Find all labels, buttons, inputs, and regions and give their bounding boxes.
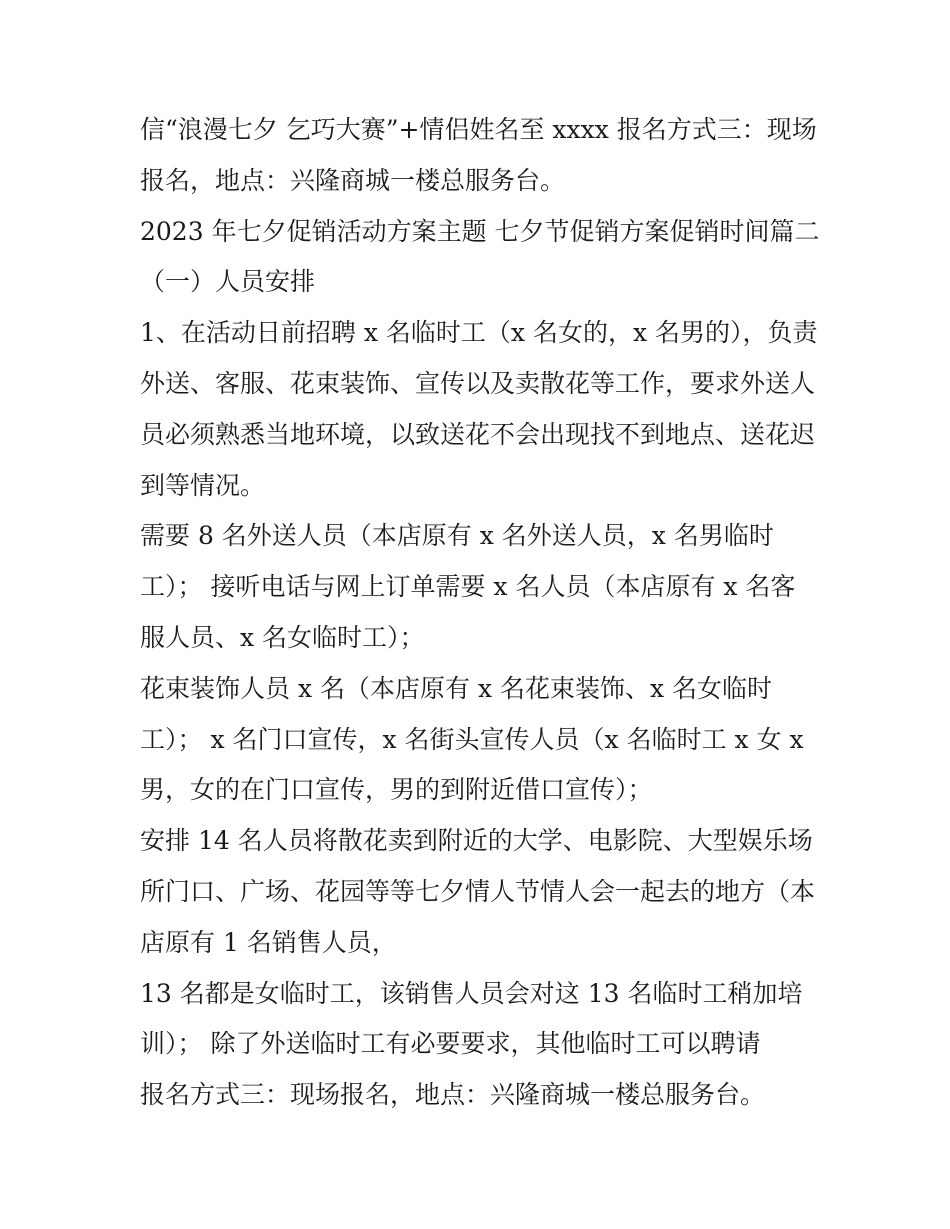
text-line: 工）； x 名门口宣传，x 名街头宣传人员（x 名临时工 x 女 x	[140, 725, 804, 754]
text-line: 花束装饰人员 x 名（本店原有 x 名花束装饰、x 名女临时	[140, 674, 773, 703]
text-line: （一）人员安排	[140, 267, 316, 296]
text-line: 服人员、x 名女临时工）；	[140, 623, 425, 652]
text-line: 2023 年七夕促销活动方案主题 七夕节促销方案促销时间篇二	[140, 217, 820, 246]
text-line: 店原有 1 名销售人员，	[140, 928, 397, 957]
text-line: 13 名都是女临时工，该销售人员会对这 13 名临时工稍加培	[140, 979, 803, 1008]
text-line: 所门口、广场、花园等等七夕情人节情人会一起去的地方（本	[140, 877, 816, 906]
text-line: 员必须熟悉当地环境，以致送花不会出现找不到地点、送花迟	[140, 420, 816, 449]
text-line: 外送、客服、花束装饰、宣传以及卖散花等工作，要求外送人	[140, 369, 816, 398]
text-line: 安排 14 名人员将散花卖到附近的大学、电影院、大型娱乐场	[140, 826, 813, 855]
text-line: 信“浪漫七夕 乞巧大赛”+情侣姓名至 xxxx 报名方式三：现场	[140, 115, 817, 144]
text-line: 工）； 接听电话与网上订单需要 x 名人员（本店原有 x 名客	[140, 572, 796, 601]
text-line: 1、在活动日前招聘 x 名临时工（x 名女的，x 名男的），负责	[140, 318, 818, 347]
text-line: 报名方式三：现场报名，地点：兴隆商城一楼总服务台。	[140, 1080, 766, 1109]
text-line: 需要 8 名外送人员（本店原有 x 名外送人员，x 名男临时	[140, 521, 774, 550]
text-line: 男，女的在门口宣传，男的到附近借口宣传）；	[140, 775, 653, 804]
text-line: 到等情况。	[140, 471, 266, 500]
text-line: 报名，地点：兴隆商城一楼总服务台。	[140, 166, 566, 195]
text-line: 训）； 除了外送临时工有必要要求，其他临时工可以聘请	[140, 1029, 761, 1058]
